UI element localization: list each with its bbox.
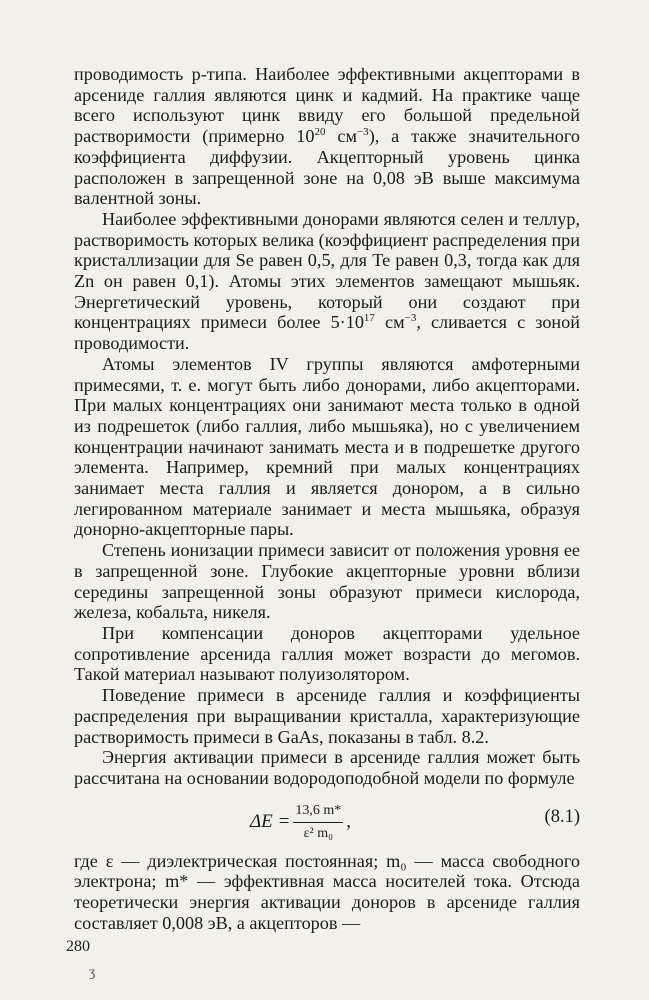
body-text — [74, 64, 580, 933]
text-run: см — [374, 312, 405, 333]
equation-8-1 — [74, 793, 580, 845]
fraction-numerator: 13,6 m* — [293, 801, 343, 824]
text-run: см — [325, 126, 357, 147]
superscript: −3 — [356, 126, 369, 139]
handwritten-mark: ʒ — [89, 965, 96, 980]
paragraph: где ε — диэлектрическая постоянная; m₀ — масса свободного электрона; m* — эффективная масса носителей тока. Отсюда теоретически энергия активации доноров в арсениде галлия составляет 0,008 эВ, а акцепторов — — [74, 850, 580, 933]
text-run: проводимость p-типа. Наиболее эффективными акцепторами в арсениде галлия являются цинк и кадмий. На практике чаще всего используют цинк ввиду его большой предельной растворимости (примерно 10 — [74, 64, 580, 147]
equation-expression — [250, 801, 351, 845]
equation-tail: , — [346, 811, 351, 833]
text-run: Наиболее эффективными донорами являются селен и теллур, растворимость которых велика (коэффициент распределения при кристаллизации для Se равен 0,5, для Te равен 0,3, тогда как для Zn он равен 0,1). Атомы этих элементов замещают мышьяк. Энергетический уровень, который они создают при концентрациях примеси более 5·10 — [74, 208, 580, 333]
paragraph: Энергия активации примеси в арсениде галлия может быть рассчитана на основании водородоподобной модели по формуле — [74, 747, 580, 788]
text-run: , сливается с зоной проводимости. — [74, 312, 580, 354]
superscript: 17 — [363, 312, 375, 325]
fraction — [293, 801, 343, 845]
equation-lhs: ΔE = — [250, 811, 291, 833]
paragraph: Поведение примеси в арсениде галлия и коэффициенты распределения при выращивании кристалла, характеризующие растворимость примеси в GaAs, показаны в табл. 8.2. — [74, 685, 580, 747]
superscript: −3 — [404, 312, 417, 325]
fraction-denominator — [304, 823, 333, 845]
superscript: 20 — [314, 126, 326, 139]
paragraph — [74, 64, 580, 209]
page-number: 280 — [66, 938, 90, 955]
paragraph — [74, 209, 580, 354]
equation-number: (8.1) — [544, 806, 580, 827]
denominator-right: m₀ — [317, 826, 333, 842]
paragraph: Степень ионизации примеси зависит от положения уровня ее в запрещенной зоне. Глубокие акцепторные уровни вблизи середины запрещенной зоны образуют примеси кислорода, железа, кобальта, никеля. — [74, 540, 580, 623]
denominator-left: ε² — [303, 826, 314, 842]
paragraph: Атомы элементов IV группы являются амфотерными примесями, т. е. могут быть либо донорами, либо акцепторами. При малых концентрациях они занимают места только в одной из подрешеток (либо галлия, либо мышьяка), но с увеличением концентрации начинают занимать места и в подрешетке другого элемента. Например, кремний при малых концентрациях занимает места галлия и является донором, а в сильно легированном материале занимает и места мышьяка, образуя донорно-акцепторные пары. — [74, 353, 580, 540]
paragraph: При компенсации доноров акцепторами удельное сопротивление арсенида галлия может возрасти до мегомов. Такой материал называют полуизолятором. — [74, 622, 580, 685]
text-run: ), а также значительного коэффициента диффузии. Акцепторный уровень цинка расположен в запрещенной зоне на 0,08 эВ выше максимума валентной зоны. — [74, 126, 580, 209]
